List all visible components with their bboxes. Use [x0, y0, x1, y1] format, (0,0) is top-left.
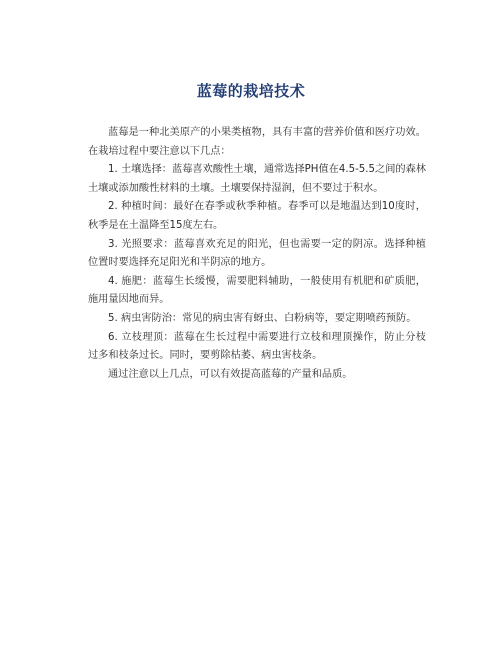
document-title: 蓝莓的栽培技术 — [196, 82, 306, 100]
document-body — [88, 124, 426, 384]
pruning-paragraph: 6. 立枝理顶：蓝莓在生长过程中需要进行立枝和理顶操作，防止分枝过多和枝条过长。同时，要剪除枯萎、病虫害枝条。 — [88, 331, 426, 362]
planting-time-paragraph: 2. 种植时间：最好在春季或秋季种植。春季可以是地温达到10度时，秋季是在土温降至15度左右。 — [88, 201, 426, 231]
fertilizing-paragraph: 4. 施肥：蓝莓生长缓慢，需要肥料辅助，一般使用有机肥和矿质肥，施用量因地而异。 — [88, 275, 426, 306]
light-requirement-paragraph: 3. 光照要求：蓝莓喜欢充足的阳光，但也需要一定的阴凉。选择种植位置时要选择充足阳光和半阴凉的地方。 — [88, 238, 426, 269]
intro-paragraph: 蓝莓是一种北美原产的小果类植物，具有丰富的营养价值和医疗功效。在栽培过程中要注意以下几点： — [88, 127, 426, 157]
conclusion-paragraph: 通过注意以上几点，可以有效提高蓝莓的产量和品质。 — [108, 368, 353, 380]
pest-control-paragraph: 5. 病虫害防治：常见的病虫害有蚜虫、白粉病等，要定期喷药预防。 — [108, 312, 417, 324]
soil-selection-paragraph: 1. 土壤选择：蓝莓喜欢酸性土壤，通常选择PH值在4.5-5.5之间的森林土壤或添加酸性材料的土壤。土壤要保持湿润，但不要过于积水。 — [88, 164, 426, 194]
